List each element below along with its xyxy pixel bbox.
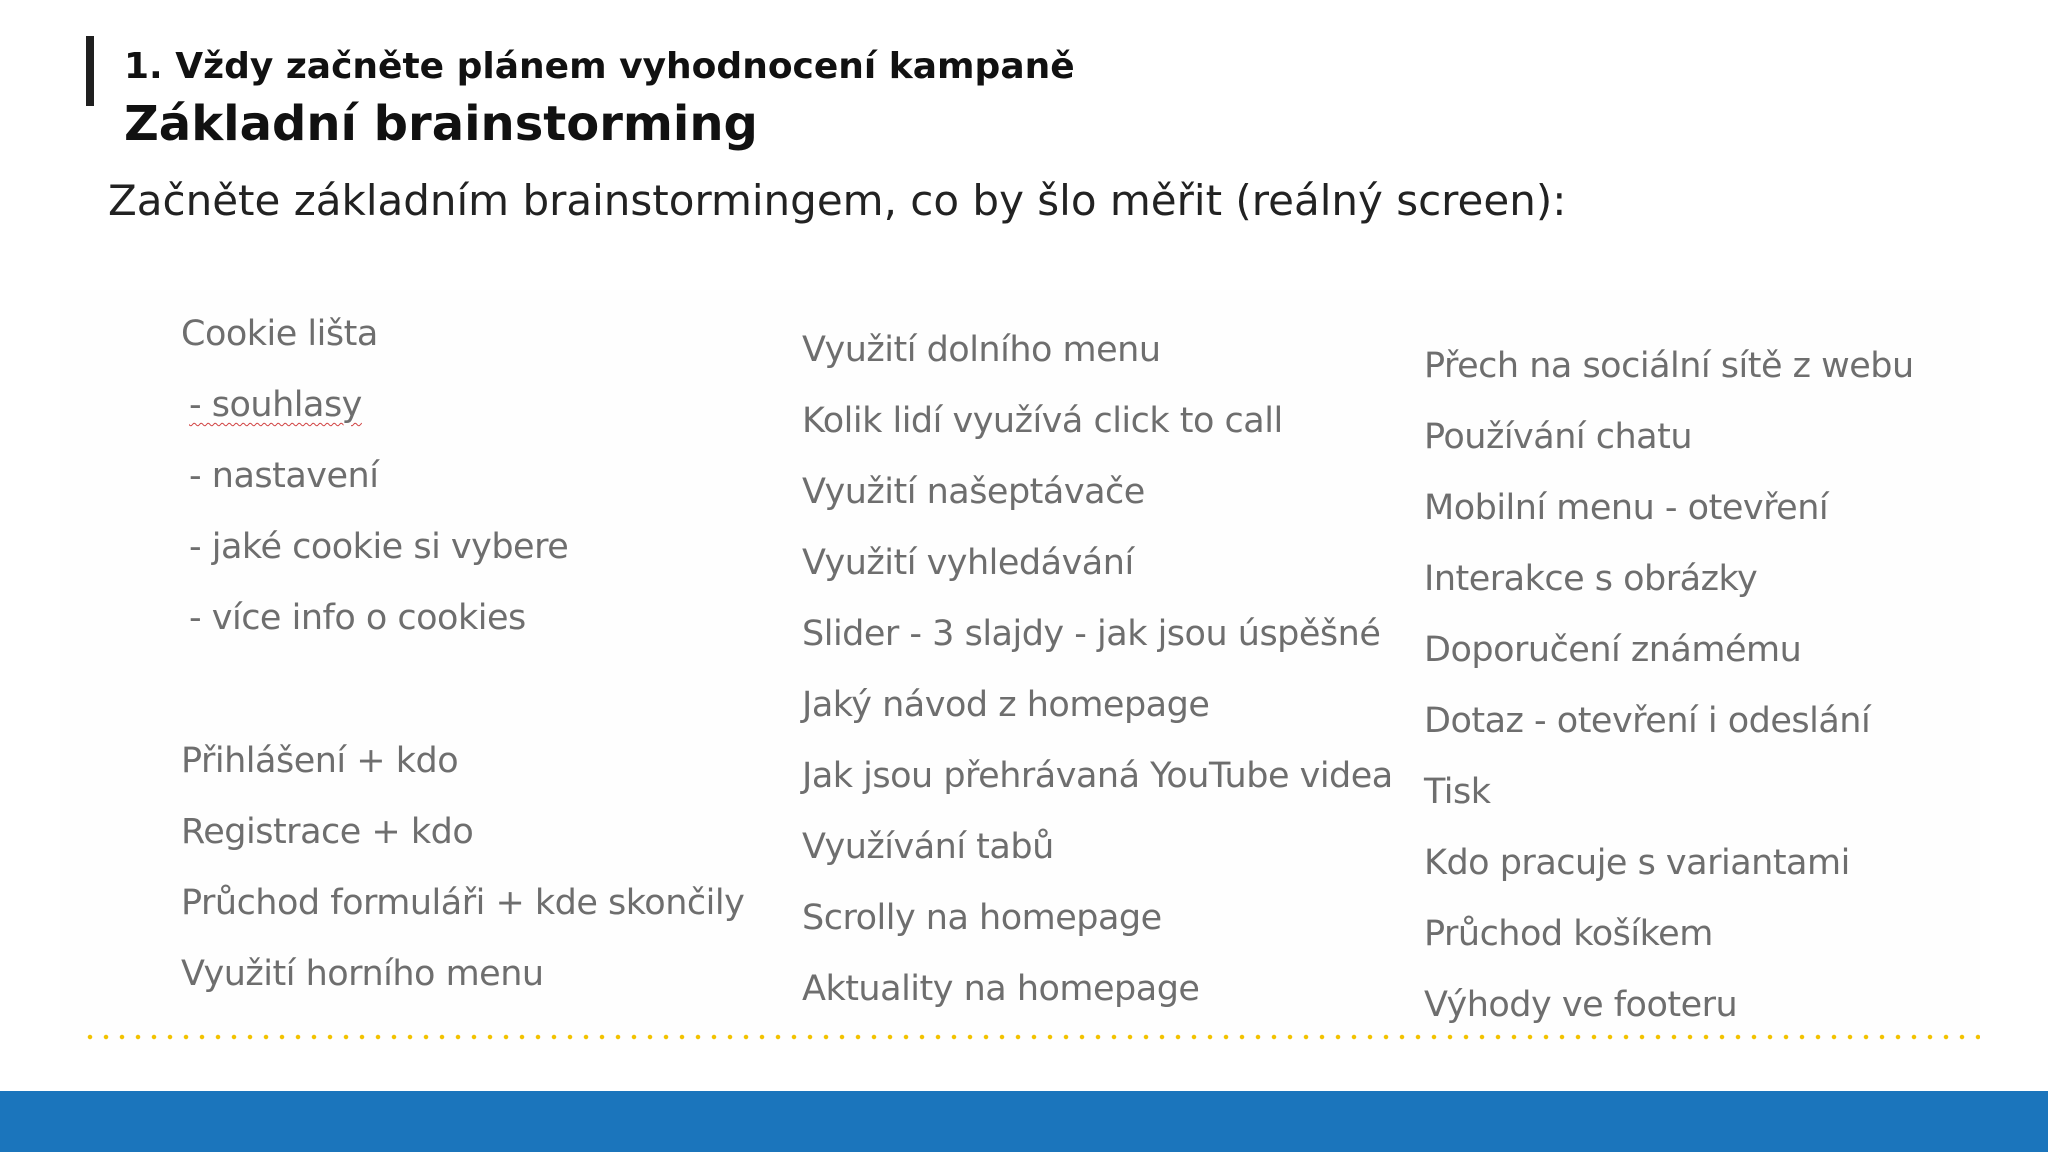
list-item: Jaký návod z homepage <box>802 685 1210 725</box>
slide-subtitle: 1. Vždy začněte plánem vyhodnocení kampaně <box>124 46 1075 87</box>
list-item: Doporučení známému <box>1424 630 1802 670</box>
list-item: Průchod formuláři + kde skončily <box>181 883 745 923</box>
brainstorm-screenshot <box>60 290 1980 1050</box>
title-accent-bar <box>86 36 94 106</box>
list-item: Přech na sociální sítě z webu <box>1424 346 1914 386</box>
list-item: Cookie lišta <box>181 314 378 354</box>
slide-title: Základní brainstorming <box>124 96 758 152</box>
list-item: Dotaz - otevření i odeslání <box>1424 701 1871 741</box>
list-item: Používání chatu <box>1424 417 1693 457</box>
list-item: Tisk <box>1424 772 1491 812</box>
list-item: - jaké cookie si vybere <box>189 527 569 567</box>
list-item: Využití dolního menu <box>802 330 1161 370</box>
list-item: - souhlasy <box>189 385 362 425</box>
list-item: Interakce s obrázky <box>1424 559 1758 599</box>
list-item: Využití horního menu <box>181 954 544 994</box>
list-item: - nastavení <box>189 456 379 496</box>
list-item: Využití našeptávače <box>802 472 1145 512</box>
list-item: - více info o cookies <box>189 598 526 638</box>
list-item: Využívání tabů <box>802 827 1054 867</box>
list-item: Jak jsou přehrávaná YouTube videa <box>802 756 1393 796</box>
list-item: Kolik lidí využívá click to call <box>802 401 1283 441</box>
list-item: Výhody ve footeru <box>1424 985 1738 1025</box>
list-item: Přihlášení + kdo <box>181 741 459 781</box>
list-item: Využití vyhledávání <box>802 543 1134 583</box>
list-item: Aktuality na homepage <box>802 969 1200 1009</box>
list-item: Kdo pracuje s variantami <box>1424 843 1850 883</box>
list-item: Scrolly na homepage <box>802 898 1162 938</box>
dotted-divider <box>82 1034 1980 1040</box>
list-item: Průchod košíkem <box>1424 914 1713 954</box>
intro-text: Začněte základním brainstormingem, co by šlo měřit (reálný screen): <box>108 176 1567 225</box>
footer-bar <box>0 1091 2048 1152</box>
list-item: Slider - 3 slajdy - jak jsou úspěšné <box>802 614 1381 654</box>
list-item: Mobilní menu - otevření <box>1424 488 1829 528</box>
list-item: Registrace + kdo <box>181 812 474 852</box>
